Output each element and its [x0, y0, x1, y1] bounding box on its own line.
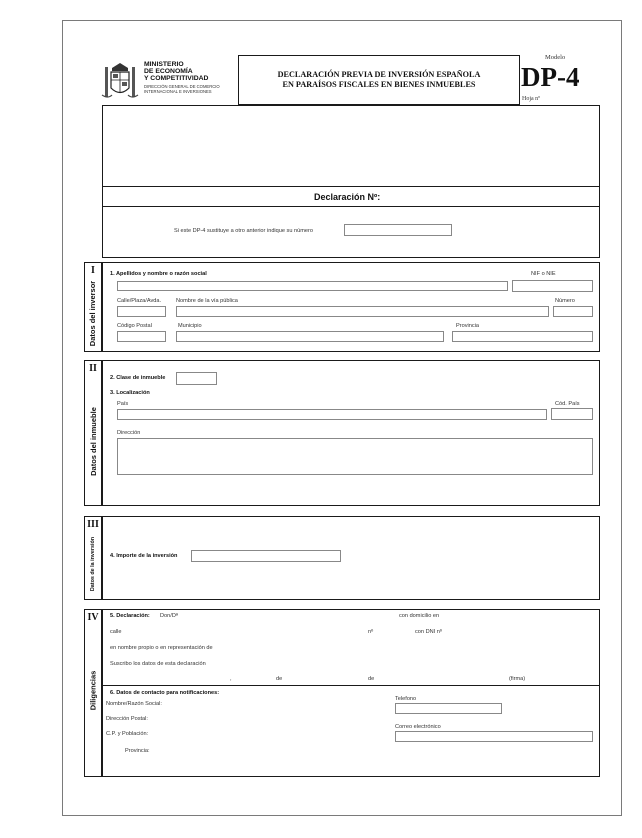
telefono-label: Telefono: [395, 696, 417, 702]
divider: [102, 206, 600, 207]
date-comma: ,: [230, 676, 232, 682]
cp-label: Código Postal: [117, 323, 152, 329]
contacto-label: 6. Datos de contacto para notificaciones:: [110, 690, 220, 696]
numero-label: Número: [555, 298, 575, 304]
clase-label: 2. Clase de inmueble: [110, 375, 166, 381]
provincia-contact-label: Provincia:: [125, 748, 150, 754]
section-ii-number: II: [89, 363, 97, 374]
section-i-side-label: Datos del inversor: [88, 280, 98, 347]
pais-label: País: [117, 401, 129, 407]
direccion-textarea[interactable]: [117, 438, 593, 475]
declaracion-number-label: Declaración Nº:: [314, 192, 381, 202]
section-iv-side-label: Diligencias: [88, 670, 98, 710]
clase-input[interactable]: [176, 372, 217, 385]
field1-label: 1. Apellidos y nombre o razón social: [110, 271, 207, 277]
provincia-label: Provincia: [456, 323, 480, 329]
numero-input[interactable]: [553, 306, 593, 317]
via-label: Nombre de la vía pública: [176, 298, 238, 304]
suscribo-label: Suscribo los datos de esta declaración: [110, 661, 206, 667]
section-iii-number: III: [87, 519, 99, 530]
nombre-social-label: Nombre/Razón Social:: [106, 701, 162, 707]
firma-label: (firma): [509, 676, 526, 682]
telefono-input[interactable]: [395, 703, 502, 714]
correo-label: Correo electrónico: [395, 724, 441, 730]
declaracion5-label: 5. Declaración:: [110, 613, 150, 619]
section-iii-side-label: Datos de la inversión: [90, 536, 97, 592]
don-label: Don/Dª: [160, 613, 178, 619]
substitute-text: Si este DP-4 sustituye a otro anterior indique su número: [174, 228, 313, 234]
provincia-input[interactable]: [452, 331, 593, 342]
municipio-input[interactable]: [176, 331, 444, 342]
modelo-label: Modelo: [545, 54, 566, 61]
calle-label: Calle/Plaza/Avda.: [117, 298, 162, 304]
section-iv-number: IV: [87, 612, 99, 623]
ministry-name-line2: DE ECONOMÍA: [144, 68, 193, 75]
substitute-number-input[interactable]: [344, 224, 452, 236]
modelo-code: DP-4: [521, 62, 580, 92]
municipio-label: Municipio: [178, 323, 202, 329]
representacion-label: en nombre propio o en representación de: [110, 645, 213, 651]
date-de-1: de: [276, 676, 283, 682]
hoja-label: Hoja nº: [522, 96, 541, 102]
divider: [102, 186, 600, 187]
cod-pais-input[interactable]: [551, 408, 593, 420]
coat-of-arms-icon: [100, 61, 140, 101]
importe-input[interactable]: [191, 550, 341, 562]
section-ii-side-label: Datos del inmueble: [88, 406, 98, 476]
calle-label: calle: [110, 629, 122, 635]
ministry-name-line1: MINISTERIO: [144, 61, 184, 68]
correo-input[interactable]: [395, 731, 593, 742]
nif-input[interactable]: [512, 280, 593, 292]
direccion-postal-label: Dirección Postal:: [106, 716, 148, 722]
calle-type-input[interactable]: [117, 306, 166, 317]
cp-input[interactable]: [117, 331, 166, 342]
localizacion-label: 3. Localización: [110, 390, 150, 396]
dni-label: con DNI nº: [415, 629, 442, 635]
section-i-number: I: [91, 265, 95, 276]
directorate-line1: DIRECCIÓN GENERAL DE COMERCIO: [144, 84, 220, 89]
via-input[interactable]: [176, 306, 549, 317]
directorate-line2: INTERNACIONAL E INVERSIONES: [144, 89, 212, 94]
domicilio-label: con domicilio en: [399, 613, 440, 619]
form-title-line2: EN PARAÍSOS FISCALES EN BIENES INMUEBLES: [282, 80, 476, 89]
cp-poblacion-label: C.P. y Población:: [106, 731, 149, 737]
form-title-line1: DECLARACIÓN PREVIA DE INVERSIÓN ESPAÑOLA: [277, 70, 481, 79]
divider: [102, 685, 600, 686]
nif-label: NIF o NIE: [531, 271, 556, 277]
pais-input[interactable]: [117, 409, 547, 420]
cod-pais-label: Cód. País: [555, 401, 580, 407]
importe-label: 4. Importe de la inversión: [110, 553, 178, 559]
ministry-name-line3: Y COMPETITIVIDAD: [144, 75, 209, 82]
date-de-2: de: [368, 676, 375, 682]
name-input[interactable]: [117, 281, 508, 291]
direccion-label: Dirección: [117, 430, 141, 436]
numero-abbr-label: nº: [368, 629, 374, 635]
